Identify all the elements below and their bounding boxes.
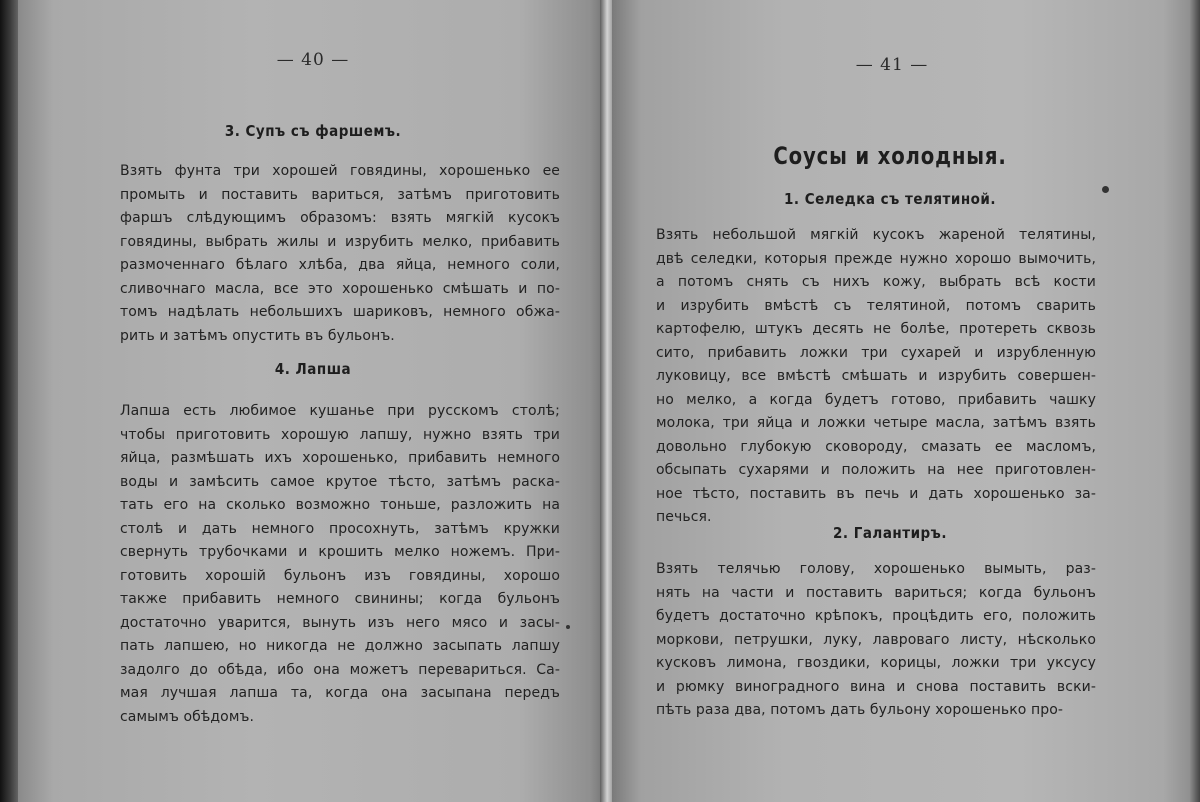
text-line: сливочнаго масла, все это хорошенько смѣшать и по- <box>120 280 560 297</box>
left-page <box>18 0 608 802</box>
text-line: готовить хорошiй бульонъ изъ говядины, хорошо <box>120 567 560 584</box>
recipe-title-galantine: 2. Галантиръ. <box>833 524 947 542</box>
text-line: довольно глубокую сковороду, смазать ее масломъ, <box>656 438 1096 455</box>
page-number-right: — 41 — <box>855 55 929 75</box>
ink-spot <box>566 625 570 629</box>
text-line: пать лапшею, но никогда не должно засыпать лапшу <box>120 638 560 654</box>
text-line: размоченнаго бѣлаго хлѣба, два яйца, немного соли, <box>120 257 560 273</box>
text-line: печься. <box>656 509 712 525</box>
text-line: будетъ достаточно крѣпокъ, процѣдить его, положить <box>656 608 1096 624</box>
text-line: рить и затѣмъ опустить въ бульонъ. <box>120 327 395 344</box>
text-line: сито, прибавить ложки три сухарей и изрубленную <box>656 344 1096 361</box>
recipe-text-herring-with-veal <box>656 224 1096 530</box>
text-line: воды и замѣсить самое крутое тѣсто, затѣмъ раска- <box>120 473 560 490</box>
text-line: молока, три яйца и ложки четыре масла, затѣмъ взять <box>656 415 1096 431</box>
page-number-left: — 40 — <box>276 50 350 70</box>
recipe-text-noodles <box>120 400 560 729</box>
recipe-title-herring-with-veal: 1. Селедка съ телятиной. <box>784 190 996 208</box>
text-line: томъ надѣлать небольшихъ шариковъ, немного обжа- <box>120 304 560 320</box>
text-line: столѣ и дать немного просохнуть, затѣмъ кружки <box>120 520 560 537</box>
text-line: и изрубить вмѣстѣ съ телятиной, потомъ сварить <box>656 297 1096 314</box>
text-line: яйца, размѣшать ихъ хорошенько, прибавить немного <box>120 450 560 466</box>
text-line: пѣть раза два, потомъ дать бульону хорошенько про- <box>656 702 1064 718</box>
book-cover-edge <box>0 0 20 802</box>
text-line: говядины, выбрать жилы и изрубить мелко, прибавить <box>120 233 560 250</box>
text-line: Взять фунта три хорошей говядины, хорошенько ее <box>120 163 560 179</box>
right-page <box>612 0 1192 802</box>
text-line: нять на части и поставить вариться; когда бульонъ <box>656 584 1096 601</box>
recipe-text-galantine <box>656 558 1096 723</box>
text-line: задолго до обѣда, ибо она можетъ перевариться. Са- <box>120 661 560 678</box>
text-line: достаточно уварится, вынуть изъ него мясо и засы- <box>120 614 560 631</box>
text-line: Лапша есть любимое кушанье при русскомъ столѣ; <box>120 403 560 419</box>
text-line: двѣ селедки, которыя прежде нужно хорошо вымочить, <box>656 250 1096 267</box>
text-line: ное тѣсто, поставить въ печь и дать хорошенько за- <box>656 485 1096 502</box>
text-line: картофелю, штукъ десять не болѣе, протереть сквозь <box>656 321 1096 337</box>
text-line: Взять телячью голову, хорошенько вымыть, раз- <box>656 561 1096 577</box>
recipe-text-soup-with-stuffing <box>120 160 560 348</box>
text-line: самымъ обѣдомъ. <box>120 708 255 725</box>
text-line: луковицу, все вмѣстѣ смѣшать и изрубить совершен- <box>656 368 1096 384</box>
text-line: промыть и поставить вариться, затѣмъ приготовить <box>120 186 560 203</box>
text-line: также прибавить немного свинины; когда бульонъ <box>120 591 560 607</box>
recipe-title-noodles: 4. Лапша <box>274 360 352 378</box>
text-line: свернуть трубочками и крошить мелко ножемъ. При- <box>120 544 560 560</box>
text-line: а потомъ снять съ нихъ кожу, выбрать всѣ кости <box>656 274 1096 290</box>
text-line: Взять небольшой мягкiй кусокъ жареной телятины, <box>656 227 1096 243</box>
recipe-title-soup-with-stuffing: 3. Супъ съ фаршемъ. <box>224 122 402 140</box>
text-line: фаршъ слѣдующимъ образомъ: взять мягкiй кусокъ <box>120 210 560 226</box>
text-line: мая лучшая лапша та, когда она засыпана передъ <box>120 685 560 701</box>
text-line: чтобы приготовить хорошую лапшу, нужно взять три <box>120 426 560 443</box>
text-line: и рюмку виноградного вина и снова поставить вски- <box>656 678 1096 695</box>
text-line: моркови, петрушки, луку, лавроваго листу, нѣсколько <box>656 631 1096 648</box>
ink-spot <box>1102 186 1109 193</box>
text-line: кусковъ лимона, гвоздики, корицы, ложки три уксусу <box>656 655 1096 671</box>
chapter-title: Соусы и холодныя. <box>773 142 1007 170</box>
text-line: тать его на сколько возможно тоньше, разложить на <box>120 497 560 513</box>
text-line: но мелко, а когда будетъ готово, прибавить чашку <box>656 391 1096 408</box>
book-right-edge <box>1190 0 1200 802</box>
text-line: обсыпать сухарями и положить на нее приготовлен- <box>656 462 1096 478</box>
